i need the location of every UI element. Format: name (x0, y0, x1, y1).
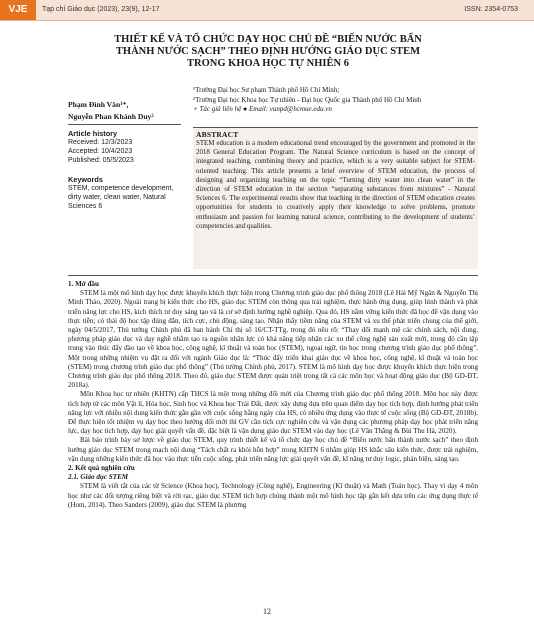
article-title (70, 34, 466, 70)
keywords-heading: Keywords (68, 175, 103, 184)
affiliation-2: ²Trường Đại học Khoa học Tự nhiên - Đại học Quốc gia Thành phố Hồ Chí Minh (193, 95, 422, 104)
divider (68, 275, 478, 276)
corresponding-author: + Tác giả liên hệ ● Email: vanpd@hcmue.edu.vn (193, 105, 332, 113)
title-line-3: TRONG KHOA HỌC TỰ NHIÊN 6 (187, 58, 349, 69)
page-number: 12 (263, 607, 271, 616)
accepted-date: Accepted: 10/4/2023 (68, 148, 133, 155)
affiliations (193, 86, 493, 115)
subsection-heading: 2.1. Giáo dục STEM (68, 473, 129, 482)
issn-number: ISSN: 2354-0753 (464, 6, 518, 13)
paragraph: Môn Khoa học tự nhiên (KHTN) cấp THCS là một trong những đổi mới của Chương trình giáo dục phổ thông 2018. Môn học này được tích hợp từ các môn Vật lí, Hóa học, Sinh học và Khoa học Trái Đất, được xây dựng dựa trên quan điểm dạy học tích hợp, định hướng phát triển năng lực với nhiều nội dung kiến thức gắn gần với cuộc sống hằng ngày của HS, có nhiều ứng dụng vào thực tế cuộc sống (Bộ GD-ĐT, 2018b). Để thực hiện tốt nhiệm vụ dạy học theo hướng đổi mới thì GV cần tích cực nghiên cứu và vận dụng các phương pháp dạy học phát triển năng lực, dạy học tích hợp, dạy học giải quyết vấn đề, đặc biệt là vận dụng giáo dục STEM vào dạy học (Lê Văn Thắng & Bùi Thu Hà, 2020). (68, 390, 478, 436)
article-body (68, 280, 478, 510)
article-history-heading: Article history (68, 129, 118, 138)
journal-header (0, 0, 534, 21)
published-date: Published: 05/5/2023 (68, 157, 134, 164)
title-line-2: THÀNH NƯỚC SẠCH” THEO ĐỊNH HƯỚNG GIÁO DỤC STEM (115, 46, 421, 57)
paragraph: Bài báo trình bày sơ lược về giáo dục STEM, quy trình thiết kế và tổ chức dạy học chủ đề “Biến nước bẩn thành nước sạch” theo định hướng giáo dục STEM trong mạch nội dung “Tách chất ra khỏi hỗn hợp” trong KHTN 6 nhằm giúp HS khắc sâu kiến thức, được trải nghiệm, vận dụng những kiến thức đã học vào thực tiễn cuộc sống, phát triển năng lực giải quyết vấn đề, kĩ năng tư duy logic, phản biện, sáng tạo. (68, 436, 478, 463)
abstract-box (193, 127, 478, 269)
title-line-1: THIẾT KẾ VÀ TỔ CHỨC DẠY HỌC CHỦ ĐỀ “BIẾN NƯỚC BẨN (114, 34, 422, 45)
author-1: Phạm Đình Văn¹⁺, (68, 100, 129, 109)
paragraph: STEM là một mô hình dạy học được khuyến khích thực hiện trong Chương trình giáo dục phổ thông 2018 (Lê Hải Mỹ Ngân & Nguyễn Thị Minh Thảo, 2020). Ngoài trang bị kiến thức cho HS, giáo dục STEM còn thông qua trải nghiệm, thực hành ứng dụng, giúp hình thành và phát triển năng lực cho HS, kích thích tư duy sáng tạo và là cơ sở định hướng nghề nghiệp. Qua đó, HS nắm vững kiến thức đã học để vận dụng vào thực tiễn; có thái độ học tập đúng đắn, tích cực, chủ động, sáng tạo. Nhận thấy tiềm năng của STEM và xu thế phát triển chung của thế giới, ngày 04/5/2017, Thủ tướng Chính phủ đã ban hành Chỉ thị số 16/CT-TTg, trong đó nêu rõ: “Thay đổi mạnh mẽ các chính sách, nội dung, phương pháp giáo dục và dạy nghề nhằm tạo ra nguồn nhân lực có khả năng tiếp nhận các xu thế công nghệ sản xuất mới, trong đó cần tập trung vào thúc đẩy đào tạo về khoa học, công nghệ, kĩ thuật và toán học (STEM), ngoại ngữ, tin học trong chương trình giáo dục phổ thông”. Một trong những nhiệm vụ đặt ra đối với ngành Giáo dục là: “Thúc đẩy triển khai giáo dục về khoa học, công nghệ, kĩ thuật và toán học (STEM) trong chương trình giáo dục phổ thông” (Thủ tướng Chính phủ, 2017). STEM là mô hình dạy học được khuyến khích thực hiện trong Chương trình giáo dục phổ thông 2018. Theo đó, giáo dục STEM được quán triệt trong tất cả các môn học và hoạt động giáo dục (Bộ GD-ĐT, 2018a). (68, 289, 478, 390)
author-2: Nguyễn Phan Khánh Duy² (68, 112, 154, 121)
paragraph: STEM là viết tắt của các từ Science (Khoa học), Technology (Công nghệ), Engineering (Kĩ thuật) và Math (Toán học). Thay vì dạy 4 môn học như các đối tượng riêng biệt và rời rạc, giáo dục STEM tích hợp chúng thành một mô hình học tập gắn kết dựa trên các ứng dụng thực tế (Hom, 2014). Theo Sanders (2009), giáo dục STEM là phương (68, 482, 478, 509)
section-heading: 2. Kết quả nghiên cứu (68, 464, 135, 473)
divider (68, 124, 181, 125)
article-info (68, 129, 181, 211)
journal-logo: VJE (0, 0, 36, 20)
abstract-heading: ABSTRACT (196, 130, 239, 139)
keywords-text: STEM, competence development, dirty water, clean water, Natural Sciences 6 (68, 185, 174, 210)
received-date: Received: 12/3/2023 (68, 139, 133, 146)
author-list (68, 99, 154, 123)
section-heading: 1. Mở đầu (68, 280, 99, 288)
journal-citation: Tạp chí Giáo dục (2023), 23(9), 12-17 (42, 6, 160, 13)
affiliation-1: ¹Trường Đại học Sư phạm Thành phố Hồ Chí Minh; (193, 86, 340, 94)
abstract-text: STEM education is a modern educational trend encouraged by the government and promoted in the 2018 General Education Program. The Natural Science curriculum is based on the concept of integrated teaching, combining theory and practice, which is a very suitable subject for STEM-oriented teaching. This article presents a brief overview of STEM education, the process of designing and organizing teaching on the topic “Turning dirty water into clean water” in the direction of STEM education in the section “separating substances from mixtures” - Natural Sciences 6. The experimental results show that teaching in the direction of STEM education creates opportunities for students to creatively apply their knowledge to solve problems, promote enthusiasm and passion for learning natural science, contributing to the development of students’ competencies and qualities. (196, 140, 475, 230)
